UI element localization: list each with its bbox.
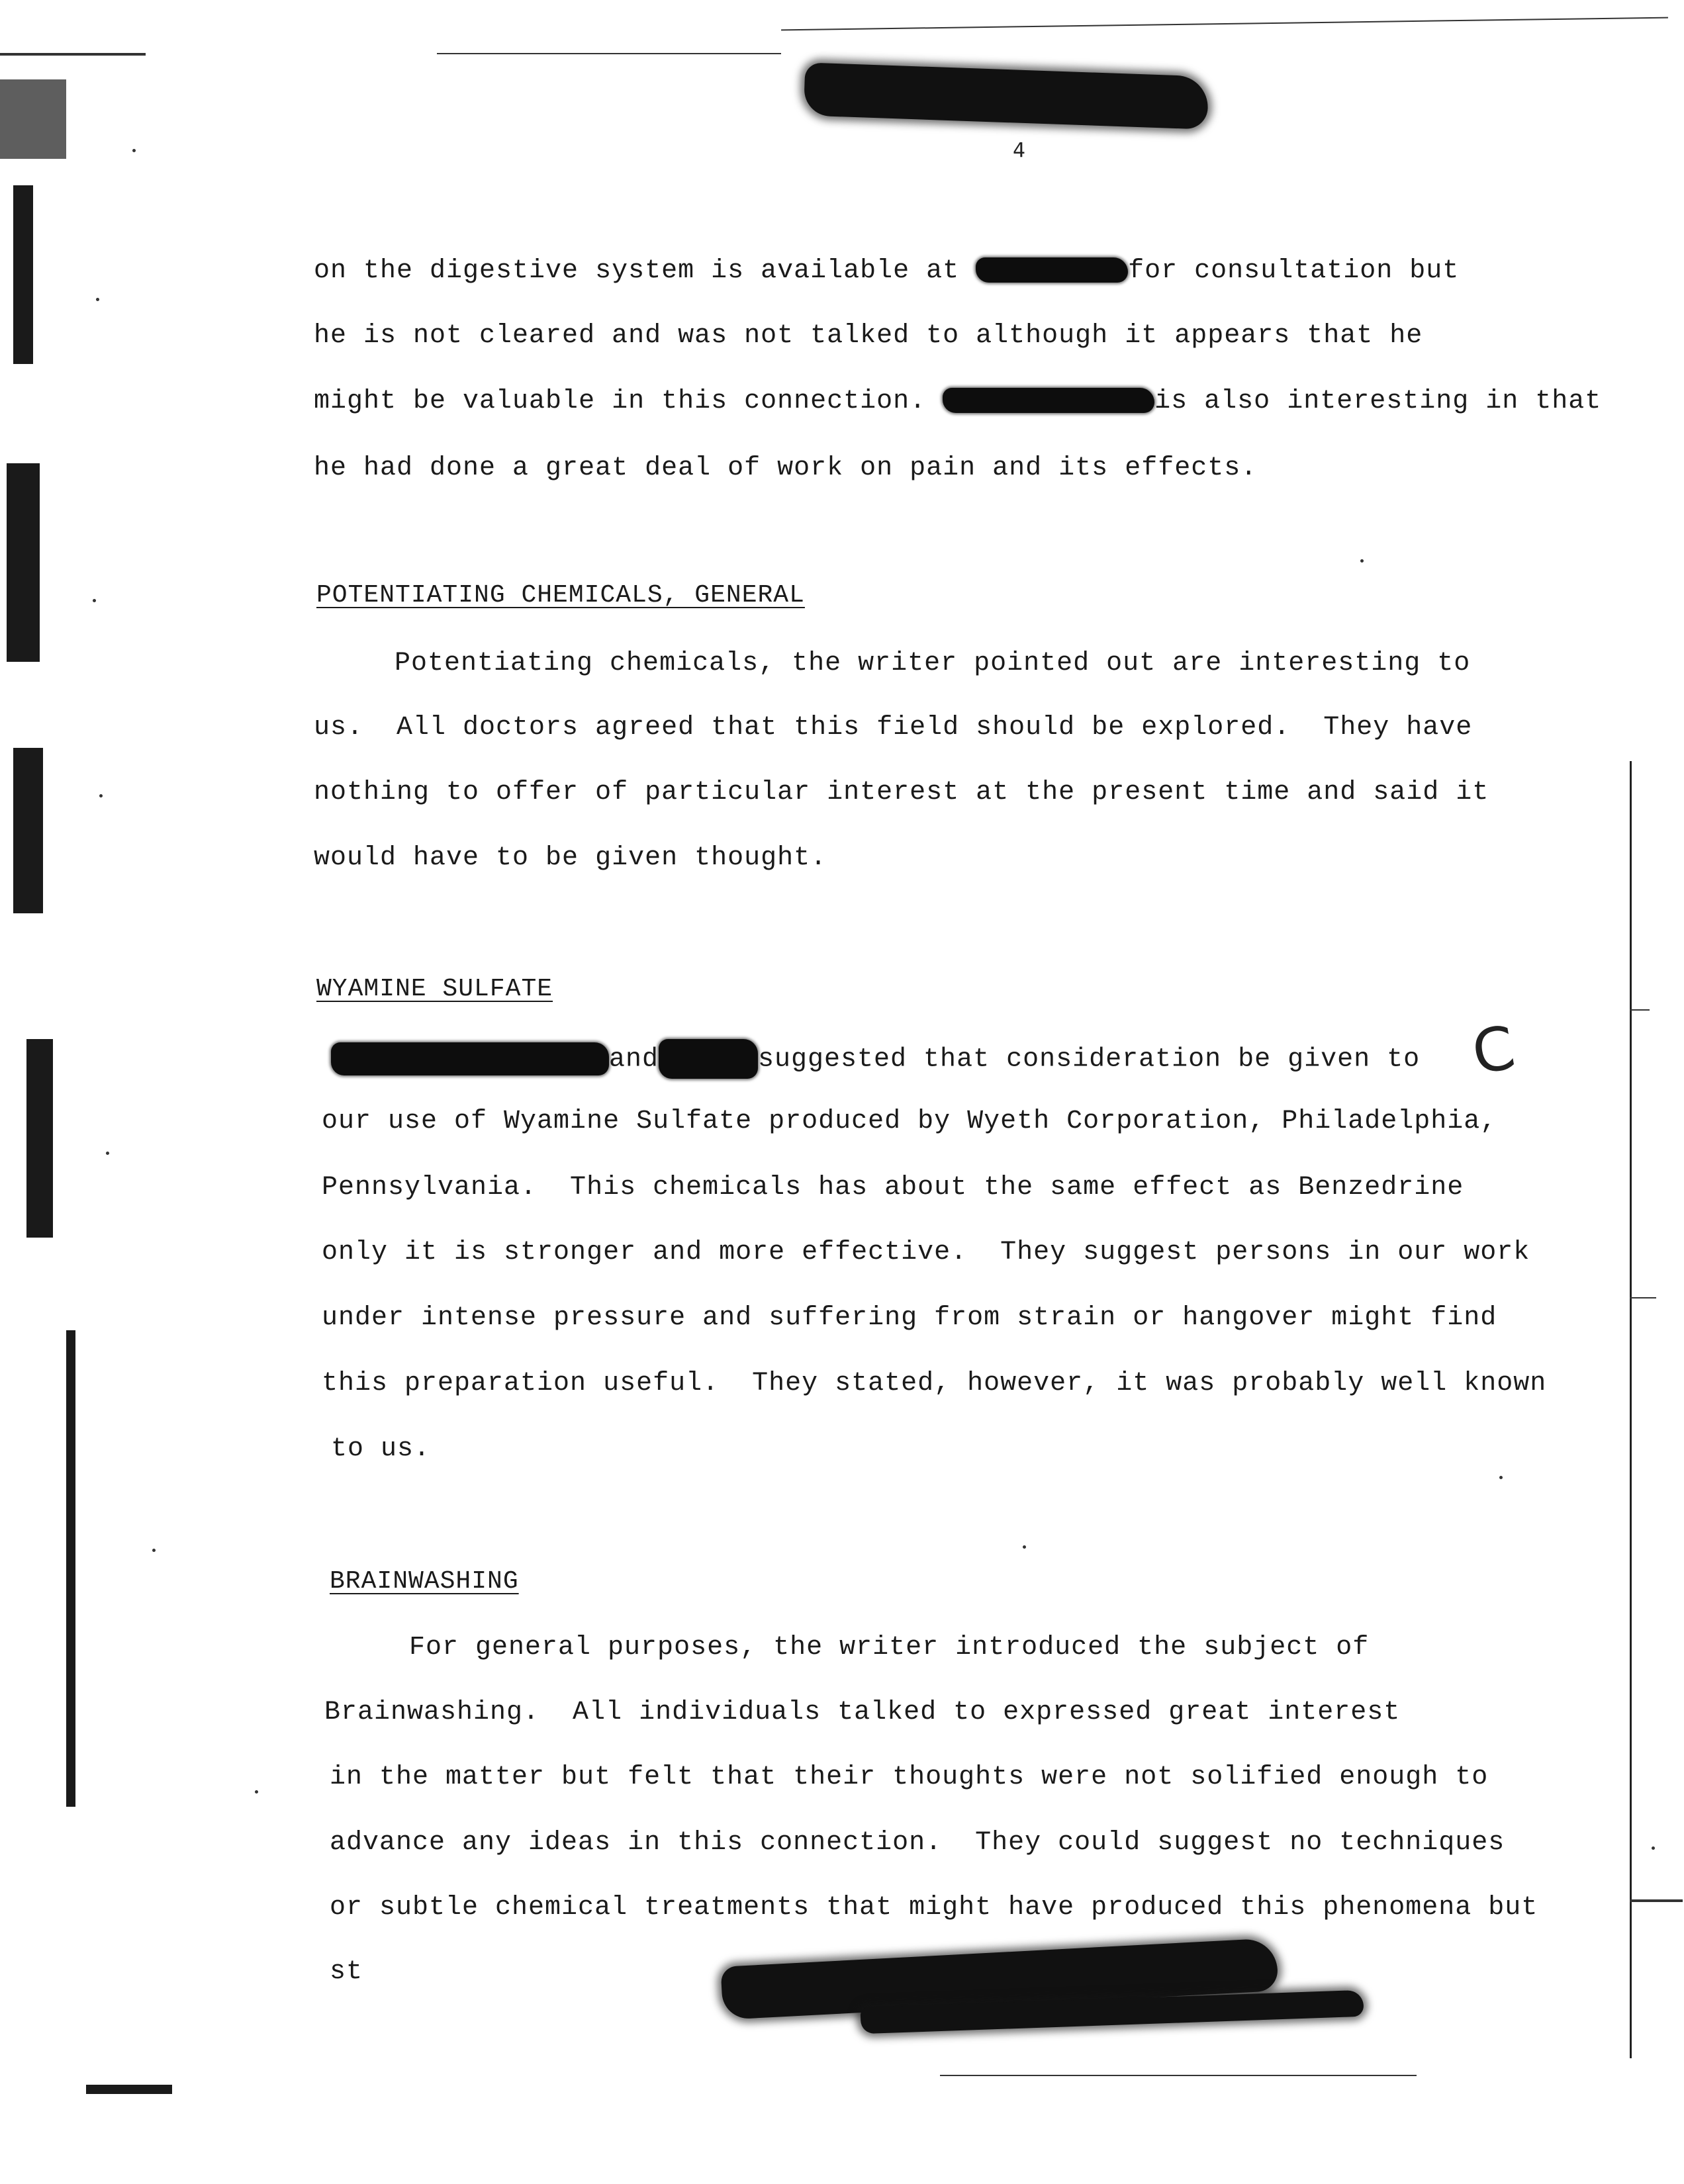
text-segment: and bbox=[609, 1044, 659, 1075]
text-line: this preparation useful. They stated, however, it was probably well known bbox=[322, 1369, 1547, 1398]
right-margin-tick bbox=[1630, 1009, 1650, 1011]
redaction bbox=[659, 1039, 758, 1079]
scan-speck bbox=[99, 794, 103, 797]
redaction bbox=[943, 388, 1154, 413]
text-line bbox=[314, 255, 1459, 288]
bottom-edge-line bbox=[940, 2075, 1417, 2076]
text-line: Potentiating chemicals, the writer pointed out are interesting to bbox=[395, 649, 1471, 678]
page-mark: 4 bbox=[1013, 139, 1026, 162]
text-line: us. All doctors agreed that this field should be explored. They have bbox=[314, 713, 1473, 743]
text-line: under intense pressure and suffering from strain or hangover might find bbox=[322, 1303, 1497, 1333]
right-margin-tick bbox=[1630, 1297, 1656, 1298]
text-line: he is not cleared and was not talked to although it appears that he bbox=[314, 321, 1423, 351]
scan-edge-artifact bbox=[86, 2085, 172, 2094]
text-line bbox=[314, 385, 1601, 418]
scan-speck bbox=[106, 1152, 109, 1155]
text-line bbox=[331, 1039, 1420, 1079]
section-heading-brainwashing: BRAINWASHING bbox=[330, 1567, 519, 1596]
scan-speck bbox=[255, 1790, 258, 1794]
section-heading-wyamine: WYAMINE SULFATE bbox=[316, 975, 553, 1003]
scan-edge-artifact bbox=[26, 1039, 53, 1238]
text-segment: for consultation but bbox=[1128, 256, 1460, 286]
text-line: our use of Wyamine Sulfate produced by Wyeth Corporation, Philadelphia, bbox=[322, 1107, 1497, 1136]
text-line: advance any ideas in this connection. They could suggest no techniques bbox=[330, 1828, 1505, 1858]
text-line: or subtle chemical treatments that might have produced this phenomena but bbox=[330, 1893, 1538, 1923]
redaction-top bbox=[804, 62, 1209, 129]
redaction bbox=[976, 257, 1128, 283]
scan-edge-artifact bbox=[13, 185, 33, 364]
scan-speck bbox=[1023, 1545, 1026, 1549]
text-line: Pennsylvania. This chemicals has about the same effect as Benzedrine bbox=[322, 1173, 1464, 1203]
scan-speck bbox=[132, 149, 136, 152]
scan-edge-artifact bbox=[7, 463, 40, 662]
scan-speck bbox=[93, 599, 96, 602]
scan-speck bbox=[1652, 1846, 1655, 1850]
scan-edge-artifact bbox=[66, 1330, 75, 1807]
right-margin-tick bbox=[1630, 1899, 1683, 1902]
text-line: Brainwashing. All individuals talked to expressed great interest bbox=[324, 1698, 1401, 1727]
text-line: For general purposes, the writer introduced the subject of bbox=[409, 1633, 1370, 1662]
scan-speck bbox=[152, 1549, 156, 1552]
text-segment: suggested that consideration be given to bbox=[758, 1044, 1421, 1075]
section-heading-potentiating: POTENTIATING CHEMICALS, GENERAL bbox=[316, 581, 805, 610]
text-segment: on the digestive system is available at bbox=[314, 256, 976, 286]
right-margin-line bbox=[1630, 761, 1632, 2058]
top-edge-line bbox=[0, 53, 146, 56]
text-line: st bbox=[330, 1957, 363, 1987]
text-line: only it is stronger and more effective. They suggest persons in our work bbox=[322, 1238, 1530, 1267]
text-line: nothing to offer of particular interest at the present time and said it bbox=[314, 778, 1489, 807]
scan-speck bbox=[1360, 559, 1364, 563]
margin-note: C bbox=[1467, 1013, 1520, 1089]
scan-speck bbox=[96, 298, 99, 301]
text-line: would have to be given thought. bbox=[314, 843, 827, 873]
text-line: he had done a great deal of work on pain and its effects. bbox=[314, 453, 1258, 483]
text-segment: is also interesting in that bbox=[1154, 387, 1602, 416]
scan-edge-artifact bbox=[13, 748, 43, 913]
text-line: to us. bbox=[331, 1434, 431, 1464]
top-edge-line bbox=[781, 17, 1668, 31]
redaction bbox=[331, 1042, 609, 1075]
scan-speck bbox=[1499, 1476, 1503, 1479]
text-segment: might be valuable in this connection. bbox=[314, 387, 943, 416]
text-line: in the matter but felt that their thoughts were not solified enough to bbox=[330, 1762, 1489, 1792]
scan-edge-artifact bbox=[0, 79, 66, 159]
top-edge-line bbox=[437, 53, 781, 54]
